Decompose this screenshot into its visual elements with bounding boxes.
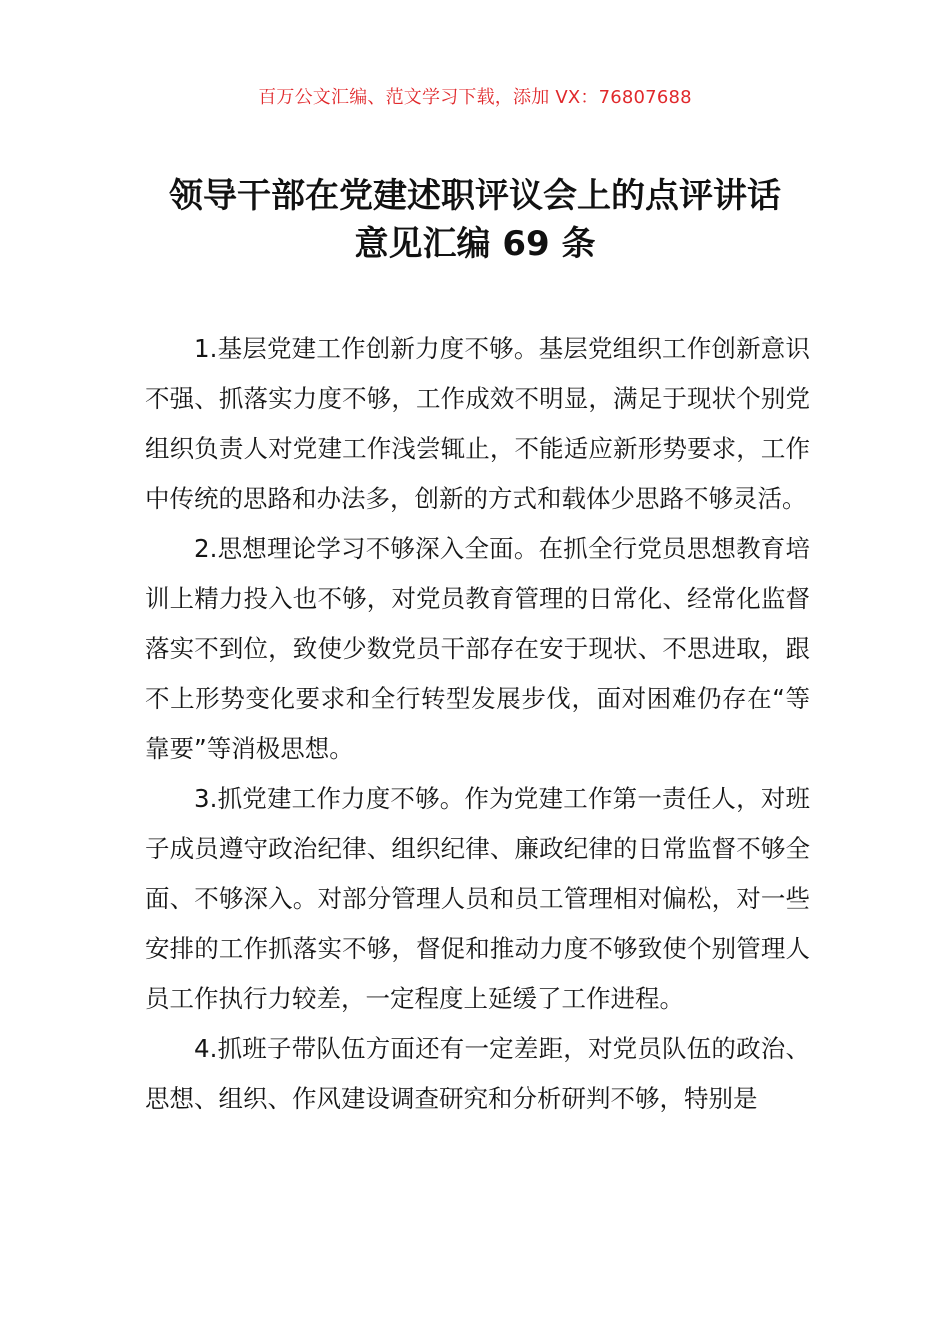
- paragraph-4: 4.抓班子带队伍方面还有一定差距，对党员队伍的政治、思想、组织、作风建设调查研究和分析研判不够，特别是: [145, 1034, 810, 1113]
- paragraph-1: 1.基层党建工作创新力度不够。基层党组织工作创新意识不强、抓落实力度不够，工作成效不明显，满足于现状个别党组织负责人对党建工作浅尝辄止，不能适应新形势要求，工作中传统的思路和办法多，创新的方式和载体少思路不够灵活。: [145, 334, 810, 513]
- document-title: [0, 172, 950, 268]
- title-line-1: 领导干部在党建述职评议会上的点评讲话: [169, 176, 781, 216]
- header-promo-note: 百万公文汇编、范文学习下载，添加 VX：76807688: [258, 87, 692, 108]
- document-body: [145, 324, 810, 1124]
- title-line-2: 意见汇编 69 条: [354, 224, 596, 264]
- paragraph-3: 3.抓党建工作力度不够。作为党建工作第一责任人，对班子成员遵守政治纪律、组织纪律、廉政纪律的日常监督不够全面、不够深入。对部分管理人员和员工管理相对偏松，对一些安排的工作抓落实不够，督促和推动力度不够致使个别管理人员工作执行力较差，一定程度上延缓了工作进程。: [145, 784, 810, 1013]
- paragraph-2: 2.思想理论学习不够深入全面。在抓全行党员思想教育培训上精力投入也不够，对党员教育管理的日常化、经常化监督落实不到位，致使少数党员干部存在安于现状、不思进取，跟不上形势变化要求和全行转型发展步伐，面对困难仍存在“等靠要”等消极思想。: [145, 534, 810, 763]
